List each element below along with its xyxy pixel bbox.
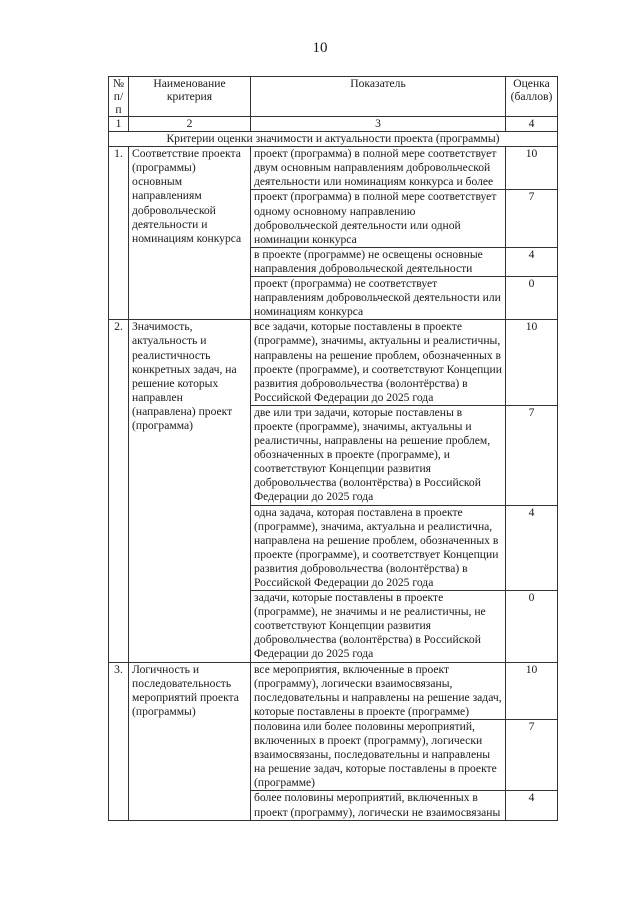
header-indicator-text: Показатель	[350, 77, 406, 90]
indicator-text: задачи, которые поставлены в проекте (программе), не значимы и не реалистичны, не соответствуют Концепции развития добровольчества (волонтёрства) в Российской Федерации до 2025 года	[251, 591, 506, 662]
score-value: 7	[506, 405, 558, 505]
score-value: 4	[506, 247, 558, 276]
score-value: 10	[506, 662, 558, 719]
score-value: 0	[506, 591, 558, 662]
page-number: 10	[312, 40, 328, 56]
score-value: 10	[506, 320, 558, 406]
table-row	[109, 147, 558, 190]
header-score-text: Оценка (баллов)	[510, 77, 553, 103]
criterion-number: 2.	[109, 320, 129, 662]
header-name-text: Наименование критерия	[153, 77, 226, 103]
section-row	[109, 132, 558, 147]
criteria-table	[108, 76, 558, 821]
indicator-text: одна задача, которая поставлена в проекте (программе), значима, актуальна и реалистична, направлена на решение проблем, обозначенных в проекте (программе), и соответствует Концепции развития добровольчества (волонтёрства) в Российской Федерации до 2025 года	[251, 505, 506, 591]
indicator-text: половина или более половины мероприятий, включенных в проект (программу), логически взаимосвязаны, последовательны и направлены на решение задач, которые поставлены в проекте (программе)	[251, 719, 506, 790]
header-indicator	[251, 77, 506, 117]
score-value: 7	[506, 190, 558, 247]
criterion-name: Логичность и последовательность мероприятий проекта (программы)	[129, 662, 251, 820]
indicator-text: в проекте (программе) не освещены основные направления добровольческой деятельности	[251, 247, 506, 276]
column-index: 2	[129, 117, 251, 132]
score-value: 4	[506, 505, 558, 591]
indicator-text: более половины мероприятий, включенных в проект (программу), логически не взаимосвязаны	[251, 791, 506, 820]
section-title: Критерии оценки значимости и актуальности проекта (программы)	[109, 132, 558, 147]
header-name	[129, 77, 251, 117]
score-value: 0	[506, 277, 558, 320]
column-index: 1	[109, 117, 129, 132]
score-value: 4	[506, 791, 558, 820]
indicator-text: проект (программа) не соответствует направлениям добровольческой деятельности или номинациям конкурса	[251, 277, 506, 320]
indicator-text: все мероприятия, включенные в проект (программу), логически взаимосвязаны, последовательны и направлены на решение задач, которые поставлены в проекте (программе)	[251, 662, 506, 719]
criterion-name: Соответствие проекта (программы) основным направлениям добровольческой деятельности и номинациям конкурса	[129, 147, 251, 320]
score-value: 7	[506, 719, 558, 790]
header-num-text: № п/п	[112, 77, 125, 116]
indicator-text: две или три задачи, которые поставлены в проекте (программе), значимы, актуальны и реалистичны, направлены на решение проблем, обозначенных в проекте (программе), и соответствуют Концепции развития добровольчества (волонтёрства) в Российской Федерации до 2025 года	[251, 405, 506, 505]
indicator-text: проект (программа) в полной мере соответствует двум основным направлениям добровольческой деятельности или номинациям конкурса и более	[251, 147, 506, 190]
table-row	[109, 320, 558, 406]
criterion-number: 3.	[109, 662, 129, 820]
column-index: 3	[251, 117, 506, 132]
criterion-name: Значимость, актуальность и реалистичность конкретных задач, на решение которых направлен (направлена) проект (программа)	[129, 320, 251, 662]
header-num	[109, 77, 129, 117]
criterion-number: 1.	[109, 147, 129, 320]
header-score	[506, 77, 558, 117]
score-value: 10	[506, 147, 558, 190]
header-row	[109, 77, 558, 117]
indicator-text: все задачи, которые поставлены в проекте (программе), значимы, актуальны и реалистичны, направлены на решение проблем, обозначенных в проекте (программе), и соответствуют Концепции развития добровольчества (волонтёрства) в Российской Федерации до 2025 года	[251, 320, 506, 406]
column-index-row	[109, 117, 558, 132]
indicator-text: проект (программа) в полной мере соответствует одному основному направлению добровольческой деятельности или одной номинации конкурса	[251, 190, 506, 247]
column-index: 4	[506, 117, 558, 132]
table-row	[109, 662, 558, 719]
